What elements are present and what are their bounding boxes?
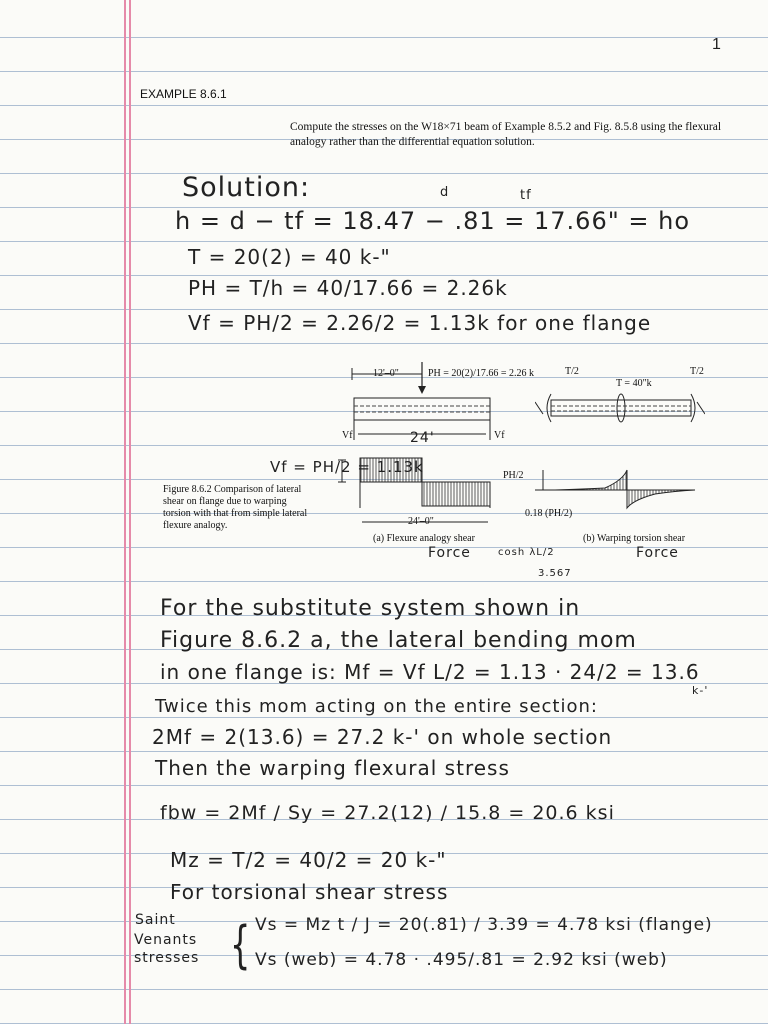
solution-heading: Solution: <box>182 172 311 203</box>
saint-label-3: stresses <box>134 950 200 966</box>
fig-b-ph2: PH/2 <box>503 470 524 481</box>
fig-a-vf-right: Vf <box>494 430 505 441</box>
fig-a-vf-left: Vf <box>342 430 353 441</box>
text-line-8: Mz = T/2 = 40/2 = 20 k-" <box>170 848 447 872</box>
page-number: 1 <box>712 36 721 53</box>
fig-a-hw-vf: Vf = PH/2 = 1.13k <box>270 458 424 476</box>
text-line-6: Then the warping flexural stress <box>155 756 510 780</box>
text-line-10: Vs = Mz t / J = 20(.81) / 3.39 = 4.78 ksi (flange) <box>255 915 713 935</box>
annotation-d: d <box>440 185 450 200</box>
saint-label-2: Venants <box>134 932 198 948</box>
equation-ph: PH = T/h = 40/17.66 = 2.26k <box>188 276 508 300</box>
text-line-7: fbw = 2Mf / Sy = 27.2(12) / 15.8 = 20.6 ksi <box>160 802 615 824</box>
equation-torque: T = 20(2) = 40 k-" <box>188 245 391 269</box>
text-line-3: in one flange is: Mf = Vf L/2 = 1.13 · 24/2 = 13.6 <box>160 660 700 684</box>
fig-b-018: 0.18 (PH/2) <box>525 508 573 519</box>
fig-b-t-mid: T = 40"k <box>616 378 652 389</box>
annotation-tf: tf <box>520 188 532 203</box>
fig-b-hw-force: Force <box>636 545 679 561</box>
text-line-2: Figure 8.6.2 a, the lateral bending mom <box>160 628 637 653</box>
example-title: EXAMPLE 8.6.1 <box>140 87 227 101</box>
margin-line-right <box>129 0 131 1024</box>
brace: { <box>230 914 252 975</box>
equation-h: h = d − tf = 18.47 − .81 = 17.66" = ho <box>175 207 691 235</box>
fig-a-ph-label: PH = 20(2)/17.66 = 2.26 k <box>428 368 535 379</box>
text-line-9: For torsional shear stress <box>170 880 449 904</box>
fig-b-t-right: T/2 <box>690 366 704 377</box>
margin-line-left <box>124 0 126 1024</box>
text-line-1: For the substitute system shown in <box>160 596 581 621</box>
saint-label-1: Saint <box>135 912 176 928</box>
fig-a-caption: (a) Flexure analogy shear <box>373 533 475 544</box>
fig-b-t-left: T/2 <box>565 366 579 377</box>
text-line-4: Twice this mom acting on the entire section: <box>155 696 598 717</box>
figure-caption: Figure 8.6.2 Comparison of lateral shear on flange due to warping torsion with that from simple lateral flexure analogy. <box>163 484 308 531</box>
fig-a-dim-bottom: 24'–0" <box>408 516 434 527</box>
fig-b-hw-cosh: cosh λL/2 <box>498 547 555 558</box>
text-line-11: Vs (web) = 4.78 · .495/.81 = 2.92 ksi (web) <box>255 950 668 970</box>
fig-a-hw-force: Force <box>428 545 471 561</box>
fig-a-hw-24: 24' <box>410 430 435 446</box>
text-line-5: 2Mf = 2(13.6) = 27.2 k-' on whole section <box>152 725 613 749</box>
problem-statement: Compute the stresses on the W18×71 beam of Example 8.5.2 and Fig. 8.5.8 using the flexural analogy rather than the differential equation solution. <box>290 121 722 148</box>
equation-vf: Vf = PH/2 = 2.26/2 = 1.13k for one flange <box>188 311 652 335</box>
fig-b-caption: (b) Warping torsion shear <box>583 533 686 544</box>
fig-b-hw-3567: 3.567 <box>538 568 572 579</box>
text-line-3-unit: k-' <box>692 684 709 697</box>
fig-a-dim-top: 12'–0" <box>373 368 399 379</box>
